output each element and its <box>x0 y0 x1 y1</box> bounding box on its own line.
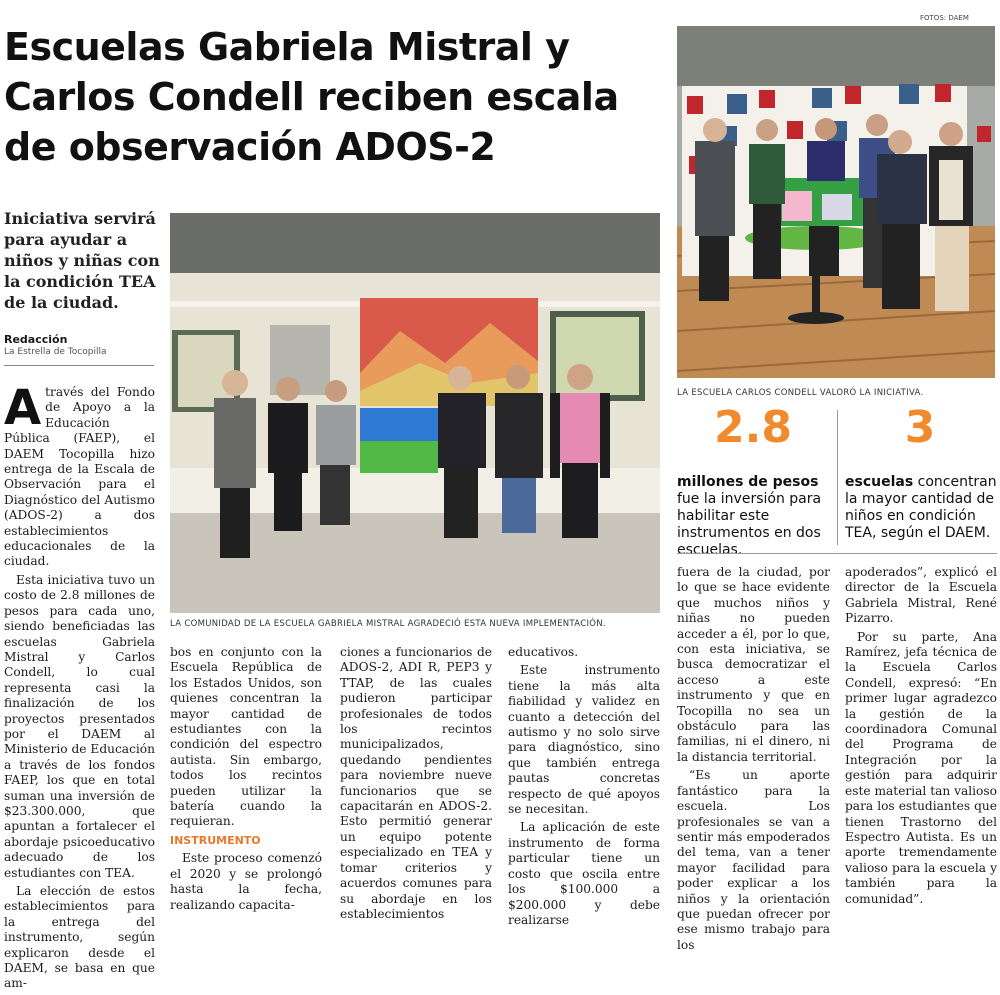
body-column-6 <box>845 565 997 910</box>
paragraph: La aplicación de este instrumento de forma particular tiene un costo que oscila entre los $100.000 a $200.000 y debe realizarse <box>508 820 660 927</box>
paragraph: fuera de la ciudad, por lo que se hace evidente que muchos niños y niñas no pueden acceder a él, por lo que, con esta iniciativa, se busca democratizar el acceso a este instrumento y que en Tocopilla no sea un obstáculo para las familias, ni el dinero, ni la distancia territorial. <box>677 565 830 764</box>
paragraph: Esta iniciativa tuvo un costo de 2.8 millones de pesos para cada uno, siendo beneficiadas las escuelas Gabriela Mistral y Carlos Condell, lo cual representa casi la finalización de los proyectos presentados por el DAEM al Ministerio de Educación a través de los fondos FAEP, los que en total suman una inversión de $23.300.000, que apuntan a fortalecer el abordaje psicoeducativo adecuado de los estudiantes con TEA. <box>4 572 155 880</box>
paragraph: “Es un aporte fantástico para la escuela. Los profesionales se van a sentir más empoderados del tema, van a tener mayor facilidad para poder explicar a los niños y la orientación que puedan ofrecer por ese mismo trabajo para los <box>677 768 830 952</box>
body-column-1 <box>4 380 155 995</box>
stat-text-investment <box>677 474 830 559</box>
paragraph: bos en conjunto con la Escuela República de los Estados Unidos, son quienes concentran la mayor cantidad de estudiantes con la condición del espectro autista. Sin embargo, todos los recintos pueden utilizar la batería cuando la requieran. <box>170 645 322 829</box>
drop-cap: A <box>4 380 42 436</box>
paragraph: Este instrumento tiene la más alta fiabilidad y validez en cuanto a detección del autismo y no solo sirve para diagnóstico, sino que también entrega pautas concretas respecto de qué apoyos se necesitan. <box>508 663 660 817</box>
body-column-4 <box>508 645 660 931</box>
stat-bottom-rule <box>677 553 997 554</box>
stat-rest: fue la inversión para habilitar este instrumentos en dos escuelas. <box>677 491 822 558</box>
stat-bold: escuelas <box>845 474 914 490</box>
paragraph: La elección de estos establecimientos para la entrega del instrumento, según explicaron desde el DAEM, se basa en que am- <box>4 884 155 991</box>
body-column-3 <box>340 645 492 925</box>
byline-name: Redacción <box>4 333 68 346</box>
stat-number-investment: 2.8 <box>714 402 792 453</box>
paragraph: Por su parte, Ana Ramírez, jefa técnica de la Escuela Carlos Condell, expresó: “En primer lugar agradezco la gestión de la coordinadora Comunal del Programa de Integración por la gestión para adquirir este material tan valioso para los estudiantes que tienen Trastorno del Espectro Autista. Es un aporte tremendamente valioso para la escuela y también para la comunidad”. <box>845 629 997 906</box>
paragraph: Este proceso comenzó el 2020 y se prolongó hasta la fecha, realizando capacita- <box>170 851 322 912</box>
byline-rule <box>4 365 154 366</box>
photo-carlos-condell <box>677 26 995 378</box>
caption-gabriela-mistral: LA COMUNIDAD DE LA ESCUELA GABRIELA MISTRAL AGRADECIÓ ESTA NUEVA IMPLEMENTACIÓN. <box>170 619 606 629</box>
stat-bold: millones de pesos <box>677 474 819 490</box>
stat-divider <box>837 410 838 545</box>
caption-carlos-condell: LA ESCUELA CARLOS CONDELL VALORÓ LA INICIATIVA. <box>677 388 924 398</box>
photo-gabriela-mistral <box>170 213 660 613</box>
paragraph: apoderados”, explicó el director de la Escuela Gabriela Mistral, René Pizarro. <box>845 565 997 626</box>
stat-number-schools: 3 <box>904 402 936 453</box>
byline <box>4 333 154 357</box>
headline: Escuelas Gabriela Mistral y Carlos Condell reciben escala de observación ADOS-2 <box>4 25 619 169</box>
photo-credit: FOTOS: DAEM <box>920 14 969 22</box>
body-column-2 <box>170 645 322 916</box>
byline-publication: La Estrella de Tocopilla <box>4 347 107 357</box>
stat-rest: concentran la mayor cantidad de niños en condición TEA, según el DAEM. <box>845 474 997 541</box>
paragraph: ciones a funcionarios de ADOS-2, ADI R, PEP3 y TTAP, de las cuales pudieron participar profesionales de todos los recintos municipalizados, quedando pendientes para noviembre nueve funcionarios que se capacitarán en ADOS-2. Esto permitió generar un equipo potente especializado en TEA y tomar criterios y acuerdos comunes para su abordaje en los establecimientos <box>340 645 492 921</box>
stat-text-schools <box>845 474 997 542</box>
body-column-5 <box>677 565 830 956</box>
photo-gabriela-mistral-illustration <box>170 213 660 613</box>
paragraph: educativos. <box>508 645 579 659</box>
lead-paragraph: Iniciativa servirá para ayudar a niños y niñas con la condición TEA de la ciudad. <box>4 209 160 312</box>
paragraph: través del Fondo de Apoyo a la Educación Pública (FAEP), el DAEM Tocopilla hizo entrega de la Escala de Observación para el Diagnóstico del Autismo (ADOS-2) a dos establecimientos educacionales de la ciudad. <box>4 385 155 569</box>
photo-carlos-condell-illustration <box>677 26 995 378</box>
subhead-instrumento: INSTRUMENTO <box>170 833 261 847</box>
